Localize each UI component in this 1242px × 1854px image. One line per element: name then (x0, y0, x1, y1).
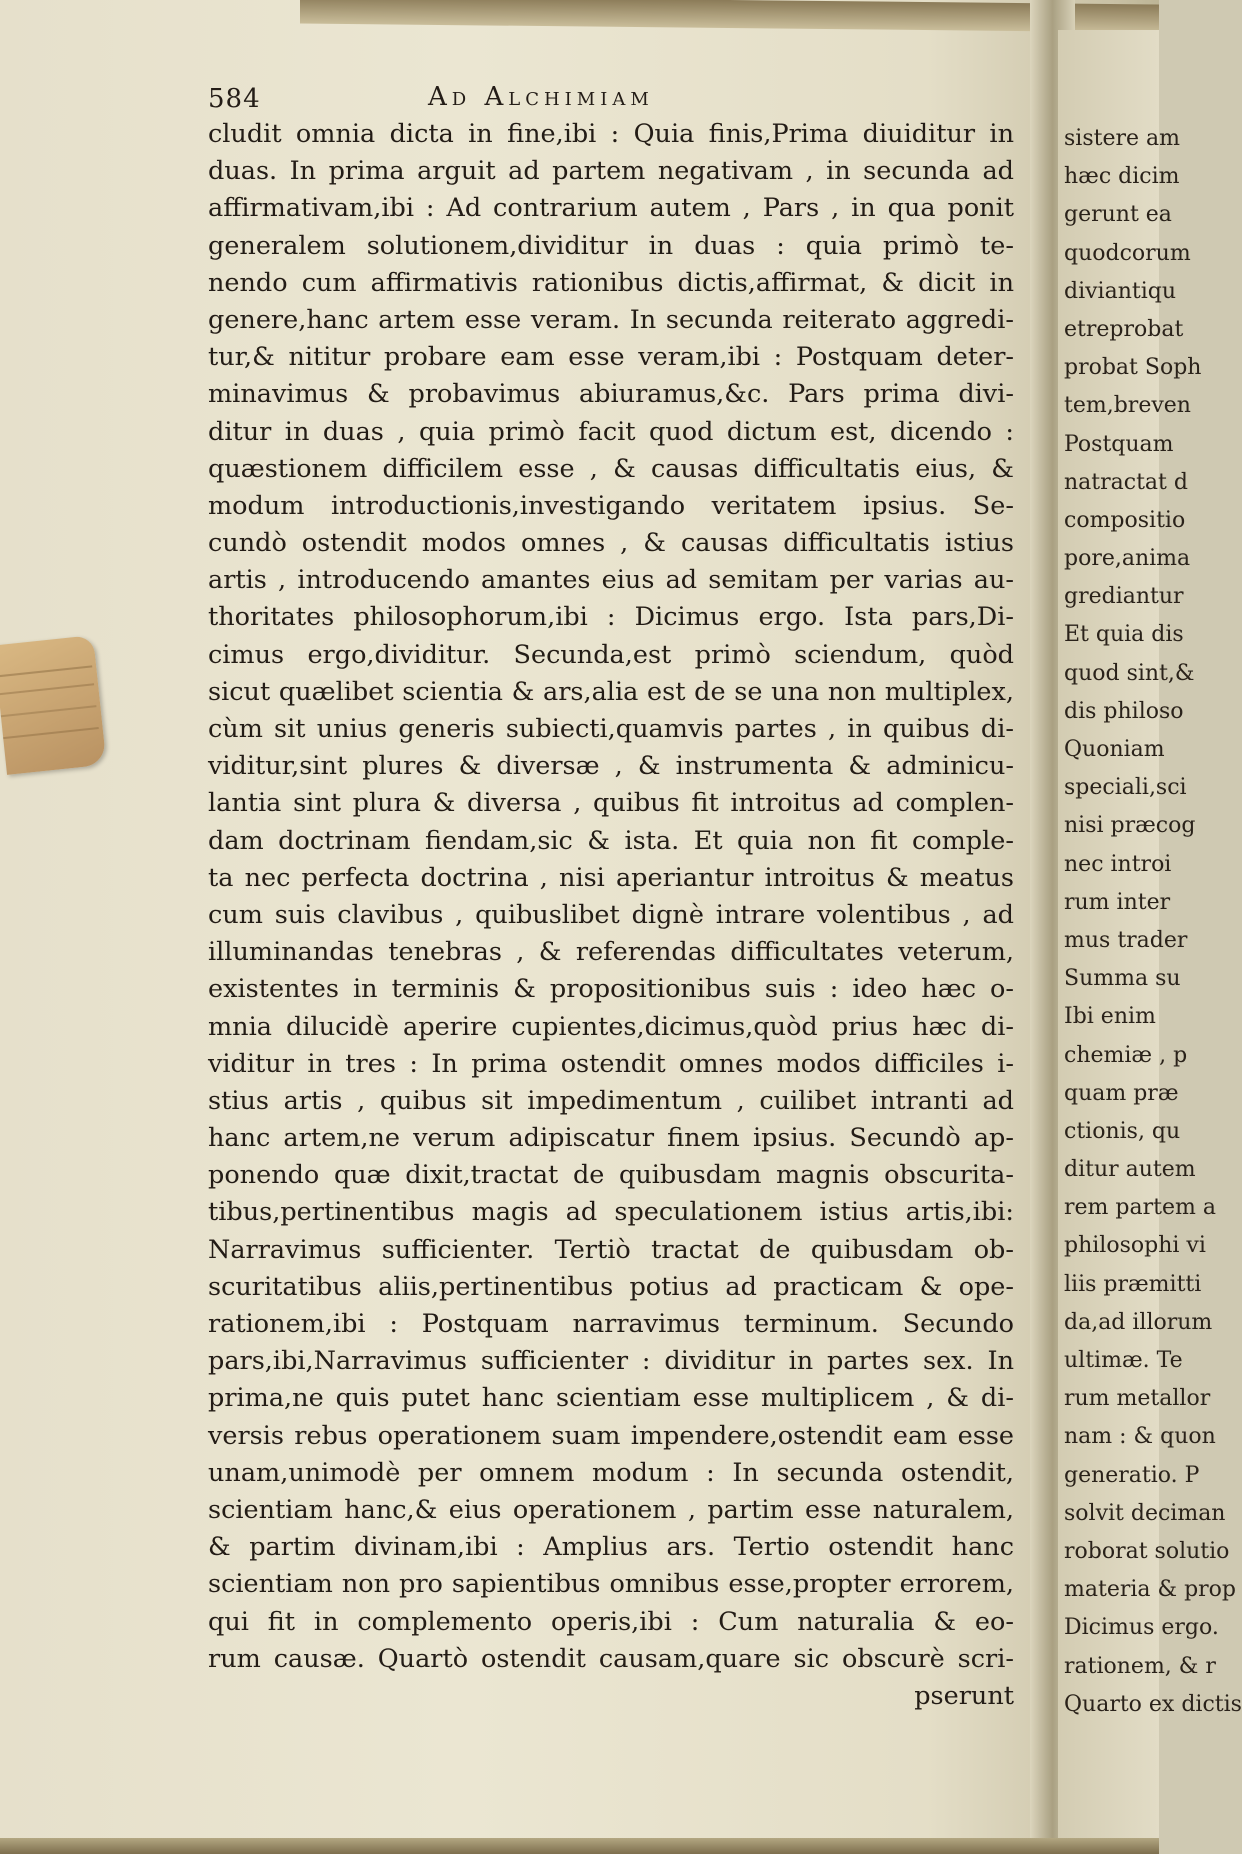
text-line: modum introductionis,investigando veritatem ipsius. Se- (208, 490, 1014, 521)
text-line: illuminandas tenebras , & referendas difficultates veterum, (208, 937, 1014, 968)
facing-page-line: solvit deciman (1064, 1500, 1226, 1526)
text-line: thoritates philosophorum,ibi : Dicimus ergo. Ista pars,Di- (208, 602, 1014, 633)
text-line: minavimus & probavimus abiuramus,&c. Pars prima divi- (208, 379, 1014, 410)
facing-page-line: compositio (1064, 507, 1186, 533)
text-line: viditur in tres : In prima ostendit omnes modos difficiles i- (208, 1048, 1014, 1079)
page-number: 584 (208, 84, 261, 114)
page-header (208, 82, 808, 118)
text-line: quæstionem difficilem esse , & causas difficultatis eius, & (208, 453, 1014, 484)
facing-page-line: Quarto ex dictis (1064, 1691, 1242, 1717)
facing-page-line: Dicimus ergo. (1064, 1615, 1219, 1641)
bottom-page-edge (0, 1838, 1159, 1854)
text-line: cum suis clavibus , quibuslibet dignè intrare volentibus , ad (208, 899, 1014, 930)
text-line: genere,hanc artem esse veram. In secunda reiterato aggredi- (208, 304, 1014, 335)
text-line: hanc artem,ne verum adipiscatur finem ipsius. Secundò ap- (208, 1123, 1014, 1154)
text-line: cludit omnia dicta in fine,ibi : Quia finis,Prima diuiditur in (208, 119, 1014, 149)
facing-page-line: Summa su (1064, 966, 1181, 992)
text-line: unam,unimodè per omnem modum : In secunda ostendit, (208, 1457, 1014, 1488)
facing-page-line: natractat d (1064, 469, 1188, 495)
facing-page-line: ditur autem (1064, 1157, 1196, 1183)
facing-page-line: philosophi vi (1064, 1233, 1206, 1259)
text-line: ta nec perfecta doctrina , nisi aperiantur introitus & meatus (208, 862, 1014, 893)
facing-page-line: Postquam (1064, 431, 1174, 457)
text-line: affirmativam,ibi : Ad contrarium autem , Pars , in qua ponit (208, 193, 1014, 224)
facing-page-line: probat Soph (1064, 355, 1202, 381)
text-line: sicut quælibet scientia & ars,alia est de se una non multiplex, (208, 676, 1014, 707)
text-line: scuritatibus aliis,pertinentibus potius ad practicam & ope- (208, 1271, 1014, 1302)
facing-page-line: liis præmitti (1064, 1271, 1202, 1297)
facing-page-line: nam : & quon (1064, 1424, 1216, 1450)
facing-page-line: ctionis, qu (1064, 1118, 1181, 1144)
text-line: generalem solutionem,dividitur in duas : quia primò te- (208, 230, 1014, 261)
facing-page-line: hæc dicim (1064, 164, 1180, 190)
text-line: rum causæ. Quartò ostendit causam,quare sic obscurè scri- (208, 1643, 1014, 1674)
facing-page-line: speciali,sci (1064, 775, 1187, 801)
text-line: artis , introducendo amantes eius ad semitam per varias au- (208, 565, 1014, 596)
body-text (208, 116, 1014, 1715)
facing-page-line: dis philoso (1064, 698, 1184, 724)
facing-page-line: ultimæ. Te (1064, 1348, 1183, 1373)
facing-page-line: rum metallor (1064, 1386, 1211, 1412)
text-line: cùm sit unius generis subiecti,quamvis partes , in quibus di- (208, 714, 1014, 744)
text-line: existentes in terminis & propositionibus suis : ideo hæc o- (208, 974, 1014, 1005)
text-line: lantia sint plura & diversa , quibus fit introitus ad complen- (208, 788, 1014, 819)
facing-page-line: gerunt ea (1064, 202, 1172, 228)
facing-page-line: nec introi (1064, 851, 1172, 877)
text-line: tibus,pertinentibus magis ad speculationem istius artis,ibi: (208, 1197, 1014, 1228)
text-line: stius artis , quibus sit impedimentum , cuilibet intranti ad (208, 1085, 1014, 1116)
facing-page-line: rum inter (1064, 889, 1171, 915)
text-line: Narravimus sufficienter. Tertiò tractat de quibusdam ob- (208, 1234, 1014, 1265)
facing-page-line: grediantur (1064, 584, 1184, 610)
text-line: cimus ergo,dividitur. Secunda,est primò sciendum, quòd (208, 639, 1014, 670)
facing-page-line: diviantiqu (1064, 278, 1176, 304)
text-line: cundò ostendit modos omnes , & causas difficultatis istius (208, 528, 1014, 559)
text-line: ponendo quæ dixit,tractat de quibusdam magnis obscurita- (208, 1160, 1014, 1191)
text-line: scientiam non pro sapientibus omnibus esse,propter errorem, (208, 1569, 1014, 1600)
facing-page-line: da,ad illorum (1064, 1309, 1213, 1335)
text-line: & partim divinam,ibi : Amplius ars. Tertio ostendit hanc (208, 1532, 1014, 1563)
text-line: nendo cum affirmativis rationibus dictis,affirmat, & dicit in (208, 267, 1014, 298)
facing-page-line: rem partem a (1064, 1195, 1216, 1221)
text-line: pars,ibi,Narravimus sufficienter : dividitur in partes sex. In (208, 1346, 1014, 1377)
catchword: pserunt (914, 1680, 1014, 1711)
facing-page-line: quod sint,& (1064, 660, 1195, 686)
facing-page-line: chemiæ , p (1064, 1042, 1188, 1068)
facing-page-line: Quoniam (1064, 737, 1165, 762)
text-line: scientiam hanc,& eius operationem , partim esse naturalem, (208, 1494, 1014, 1525)
facing-page-line: Et quia dis (1064, 622, 1184, 648)
facing-page-line: roborat solutio (1064, 1538, 1230, 1564)
running-head: Ad Alchimiam (428, 82, 654, 112)
text-line: versis rebus operationem suam impendere,ostendit eam esse (208, 1420, 1014, 1451)
text-line: ditur in duas , quia primò facit quod dictum est, dicendo : (208, 416, 1014, 447)
text-line: viditur,sint plures & diversæ , & instrumenta & adminicu- (208, 751, 1014, 782)
facing-page-line: mus trader (1064, 927, 1188, 953)
facing-page-line: Ibi enim (1064, 1004, 1156, 1030)
facing-page-line: pore,anima (1064, 546, 1191, 572)
text-line: rationem,ibi : Postquam narravimus terminum. Secundo (208, 1309, 1014, 1339)
facing-page-line: rationem, & r (1064, 1653, 1216, 1679)
text-line: duas. In prima arguit ad partem negativam , in secunda ad (208, 156, 1014, 187)
facing-page-line: sistere am (1064, 126, 1180, 151)
facing-page (1058, 30, 1242, 1840)
facing-page-line: etreprobat (1064, 316, 1184, 342)
text-line: mnia dilucidè aperire cupientes,dicimus,quòd prius hæc di- (208, 1011, 1014, 1042)
text-line: tur,& nititur probare eam esse veram,ibi : Postquam deter- (208, 342, 1014, 373)
facing-page-line: quam præ (1064, 1080, 1179, 1106)
text-line: qui fit in complemento operis,ibi : Cum naturalia & eo- (208, 1606, 1014, 1637)
facing-page-text (1058, 120, 1242, 1724)
facing-page-line: tem,breven (1064, 393, 1191, 419)
text-line: dam doctrinam fiendam,sic & ista. Et quia non fit comple- (208, 825, 1014, 856)
facing-page-line: quodcorum (1064, 240, 1191, 266)
bookmark-tab (0, 635, 107, 775)
facing-page-line: generatio. P (1064, 1462, 1200, 1488)
text-line: prima,ne quis putet hanc scientiam esse multiplicem , & di- (208, 1383, 1014, 1414)
facing-page-line: nisi præcog (1064, 813, 1196, 839)
facing-page-line: materia & prop (1064, 1577, 1237, 1603)
